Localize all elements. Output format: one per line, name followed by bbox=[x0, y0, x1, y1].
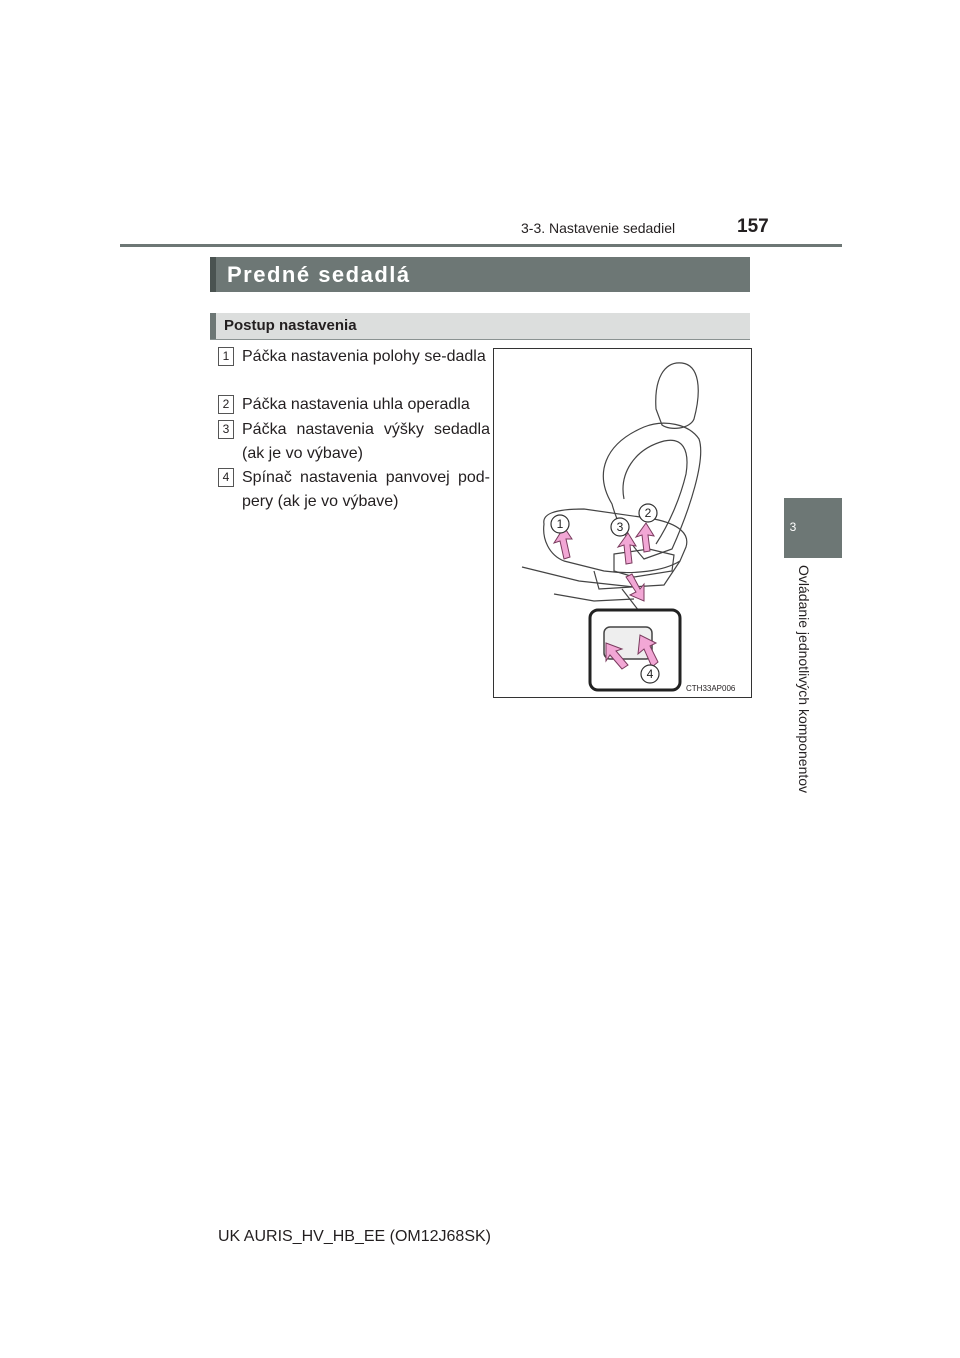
subsection-title: Postup nastavenia bbox=[224, 317, 357, 334]
callout-3: 3 bbox=[616, 520, 624, 534]
header-rule bbox=[120, 244, 842, 247]
list-item bbox=[218, 466, 490, 514]
item-text: Páčka nastavenia polohy se-dadla bbox=[242, 348, 486, 365]
title-accent bbox=[210, 257, 216, 292]
section-title-bar bbox=[210, 257, 750, 292]
item-number: 1 bbox=[218, 347, 234, 366]
chapter-number: 3 bbox=[789, 520, 797, 534]
item-text: Páčka nastavenia uhla operadla bbox=[242, 396, 470, 413]
section-title: Predné sedadlá bbox=[227, 262, 411, 287]
list-item bbox=[218, 418, 490, 466]
subtitle-accent bbox=[210, 313, 216, 339]
seat-illustration bbox=[493, 348, 752, 698]
page-number: 157 bbox=[737, 216, 769, 237]
callout-2: 2 bbox=[644, 506, 652, 520]
item-text: Spínač nastavenia panvovej pod-pery (ak je vo výbave) bbox=[242, 469, 490, 510]
subsection-title-bar bbox=[210, 313, 750, 340]
item-text: Páčka nastavenia výšky sedadla (ak je vo výbave) bbox=[242, 421, 490, 462]
figure-code: CTH33AP006 bbox=[686, 684, 736, 693]
arrow-2 bbox=[636, 523, 654, 552]
footer-model-code: UK AURIS_HV_HB_EE (OM12J68SK) bbox=[218, 1228, 491, 1245]
list-item bbox=[218, 345, 490, 369]
chapter-tab bbox=[784, 498, 842, 558]
arrow-3-up bbox=[618, 533, 636, 564]
header-section: 3-3. Nastavenie sedadiel bbox=[521, 220, 676, 236]
callout-4: 4 bbox=[646, 667, 654, 681]
seatback-inner bbox=[623, 440, 687, 544]
seat-drawing bbox=[494, 349, 751, 697]
chapter-title: Ovládanie jednotlivých komponentov bbox=[796, 565, 812, 794]
list-item bbox=[218, 393, 490, 417]
item-number: 4 bbox=[218, 468, 234, 487]
item-number: 2 bbox=[218, 395, 234, 414]
rail-right bbox=[554, 594, 634, 601]
headrest bbox=[656, 363, 698, 429]
item-number: 3 bbox=[218, 420, 234, 439]
callout-1: 1 bbox=[556, 517, 564, 531]
rail-left bbox=[522, 567, 634, 587]
